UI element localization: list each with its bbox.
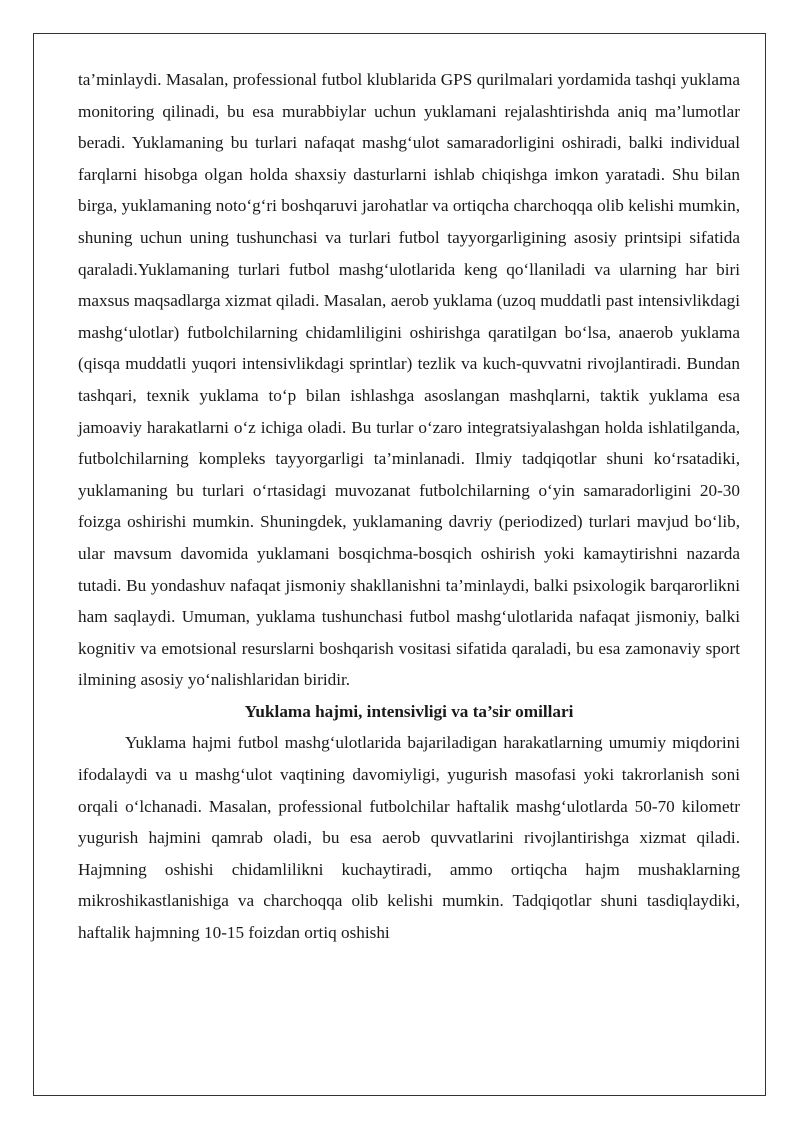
body-paragraph-continued: ta’minlaydi. Masalan, professional futbol klublarida GPS qurilmalari yordamida tashqi yuklama monitoring qilinadi, bu esa murabbiylar uchun yuklamani rejalashtirishda aniq ma’lumotlar beradi. Yuklamaning bu turlari nafaqat mashg‘ulot samaradorligini oshiradi, balki individual farqlarni hisobga olgan holda shaxsiy dasturlarni ishlab chiqishga imkon yaratadi. Shu bilan birga, yuklamaning noto‘g‘ri boshqaruvi jarohatlar va ortiqcha charchoqqa olib kelishi mumkin, shuning uchun uning tushunchasi va turlari futbol tayyorgarligining asosiy printsipi sifatida qaraladi.Yuklamaning turlari futbol mashg‘ulotlarida keng qo‘llaniladi va ularning har biri maxsus maqsadlarga xizmat qiladi. Masalan, aerob yuklama (uzoq muddatli past intensivlikdagi mashg‘ulotlar) futbolchilarning chidamliligini oshirishga qaratilgan bo‘lsa, anaerob yuklama (qisqa muddatli yuqori intensivlikdagi sprintlar) tezlik va kuch-quvvatni rivojlantiradi. Bundan tashqari, texnik yuklama to‘p bilan ishlashga asoslangan mashqlarni, taktik yuklama esa jamoaviy harakatlarni o‘z ichiga oladi. Bu turlar o‘zaro integratsiyalashgan holda ishlatilganda, futbolchilarning kompleks tayyorgarligi ta’minlanadi. Ilmiy tadqiqotlar shuni ko‘rsatadiki, yuklamaning bu turlari o‘rtasidagi muvozanat futbolchilarning o‘yin samaradorligini 20-30 foizga oshirishi mumkin. Shuningdek, yuklamaning davriy (periodized) turlari mavjud bo‘lib, ular mavsum davomida yuklamani bosqichma-bosqich oshirish yoki kamaytirishni nazarda tutadi. Bu yondashuv nafaqat jismoniy shakllanishni ta’minlaydi, balki psixologik barqarorlikni ham saqlaydi. Umuman, yuklama tushunchasi futbol mashg‘ulotlarida nafaqat jismoniy, balki kognitiv va emotsional resurslarni boshqarish vositasi sifatida qaraladi, bu esa zamonaviy sport ilmining asosiy yo‘nalishlaridan biridir. [78, 70, 740, 690]
body-paragraph: Yuklama hajmi futbol mashg‘ulotlarida bajariladigan harakatlarning umumiy miqdorini ifodalaydi va u mashg‘ulot vaqtining davomiyligi, yugurish masofasi yoki takrorlanish soni orqali o‘lchanadi. Masalan, professional futbolchilar haftalik mashg‘ulotlarda 50-70 kilometr yugurish hajmini qamrab oladi, bu esa aerob quvvatlarini rivojlantirishga xizmat qiladi. Hajmning oshishi chidamlilikni kuchaytiradi, ammo ortiqcha hajm mushaklarning mikroshikastlanishiga va charchoqqa olib kelishi mumkin. Tadqiqotlar shuni tasdiqlaydiki, haftalik hajmning 10-15 foizdan ortiq oshishi [78, 733, 740, 943]
document-body [78, 64, 740, 949]
section-heading: Yuklama hajmi, intensivligi va ta’sir omillari [244, 701, 574, 721]
